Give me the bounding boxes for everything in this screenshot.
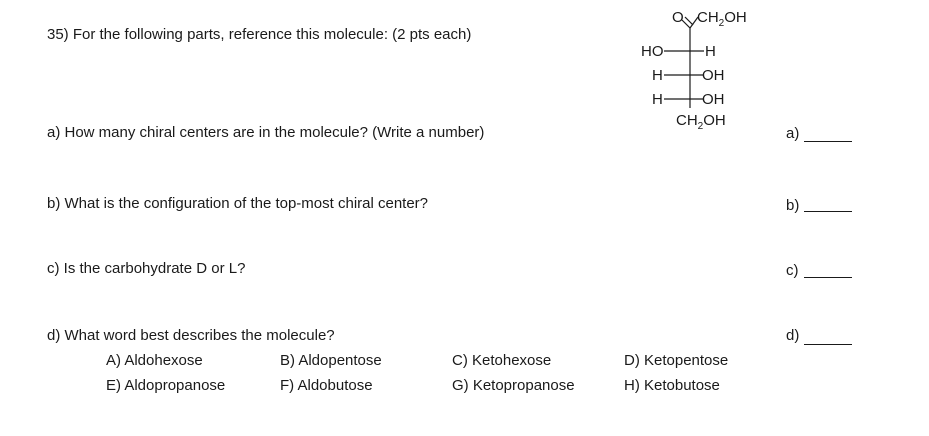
- carbonyl-oxygen: O: [672, 9, 684, 26]
- part-b-prompt: b) What is the configuration of the top-most chiral center?: [47, 195, 429, 212]
- part-d-answer-label: d): [786, 327, 800, 344]
- top-ch2oh: $CH_2OH$: [697, 9, 747, 29]
- choice-f: F) Aldobutose: [280, 377, 373, 394]
- choice-g: G) Ketopropanose: [452, 377, 575, 394]
- part-c-answer-line[interactable]: [804, 277, 852, 278]
- row2-right: OH: [702, 67, 725, 84]
- part-b-answer-label: b): [786, 197, 800, 214]
- choice-a: A) Aldohexose: [106, 352, 203, 369]
- part-b-answer-line[interactable]: [804, 211, 852, 212]
- part-d-answer-line[interactable]: [804, 344, 852, 345]
- part-a-prompt: a) How many chiral centers are in the molecule? (Write a number): [47, 124, 485, 141]
- fischer-projection: [630, 0, 780, 135]
- part-c-prompt: c) Is the carbohydrate D or L?: [47, 260, 246, 277]
- row3-left: H: [652, 91, 663, 108]
- part-d-prompt: d) What word best describes the molecule?: [47, 327, 335, 344]
- question-header: 35) For the following parts, reference this molecule: (2 pts each): [47, 26, 472, 43]
- row3-right: OH: [702, 91, 725, 108]
- bottom-ch2oh: $CH_2OH$: [676, 112, 726, 132]
- row1-right: H: [705, 43, 716, 60]
- choice-e: E) Aldopropanose: [106, 377, 226, 394]
- row1-left: HO: [641, 43, 664, 60]
- row2-left: H: [652, 67, 663, 84]
- choice-b: B) Aldopentose: [280, 352, 382, 369]
- choice-c: C) Ketohexose: [452, 352, 552, 369]
- choice-d: D) Ketopentose: [624, 352, 729, 369]
- part-a-answer-label: a): [786, 125, 800, 142]
- part-a-answer-line[interactable]: [804, 141, 852, 142]
- part-c-answer-label: c): [786, 262, 799, 279]
- choice-h: H) Ketobutose: [624, 377, 720, 394]
